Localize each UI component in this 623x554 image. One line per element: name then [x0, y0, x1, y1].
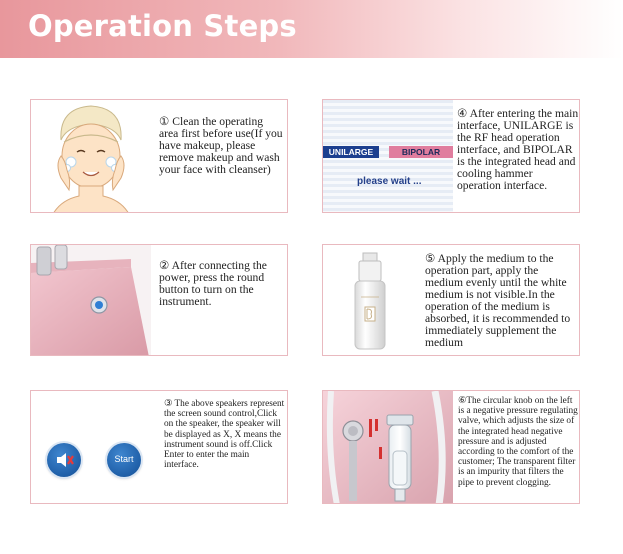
step-1-text: ① Clean the operating area first before use(If you have makeup, please remove makeup and wash your face with cleanser): [159, 115, 283, 176]
medium-bottle-photo: [323, 245, 419, 355]
step-3-text: ③ The above speakers represent the screen sound control,Click on the speaker, the speaker will be displayed as X, X means the instrument sound is off.Click Enter to enter the main interface.: [164, 399, 285, 471]
step-card-1: [30, 99, 288, 213]
step-card-3: [30, 390, 288, 504]
device-power-button-photo: [31, 245, 151, 355]
screen-buttons-illustration: [31, 391, 159, 503]
step-card-4: [322, 99, 580, 213]
step-card-6: [322, 390, 580, 504]
step-5-text: ⑤ Apply the medium to the operation part, apply the medium evenly until the white medium is not visible.In the operation of the medium is absorbed, it is recommended to immediately supplement the medium: [425, 252, 571, 349]
bipolar-tab[interactable]: BIPOLAR: [389, 146, 453, 158]
unilarge-tab[interactable]: UNILARGE: [323, 146, 379, 158]
start-button[interactable]: [107, 443, 141, 477]
face-washing-illustration: [31, 100, 151, 212]
speaker-muted-icon: [47, 443, 81, 477]
start-button-label: Start: [114, 454, 134, 464]
speaker-mute-button[interactable]: [47, 443, 81, 477]
step-6-text: ⑥The circular knob on the left is a negative pressure regulating valve, which adjusts the size of the integrated head negative pressure and is adjusted according to the comfort of the customer; The transparent filter is an impurity that filters the pipe to prevent clogging.: [458, 396, 578, 488]
main-interface-screen: [323, 100, 453, 212]
pressure-knob-filter-photo: [323, 391, 453, 503]
page-title: Operation Steps: [28, 9, 297, 43]
step-card-2: [30, 244, 288, 356]
page-header: [0, 0, 623, 58]
loading-status: please wait ...: [357, 176, 422, 187]
step-card-5: [322, 244, 580, 356]
step-2-text: ② After connecting the power, press the round button to turn on the instrument.: [159, 259, 267, 308]
step-4-text: ④ After entering the main interface, UNILARGE is the RF head operation interface, and BIPOLAR is the integrated head and cooling hammer operation interface.: [457, 107, 579, 192]
